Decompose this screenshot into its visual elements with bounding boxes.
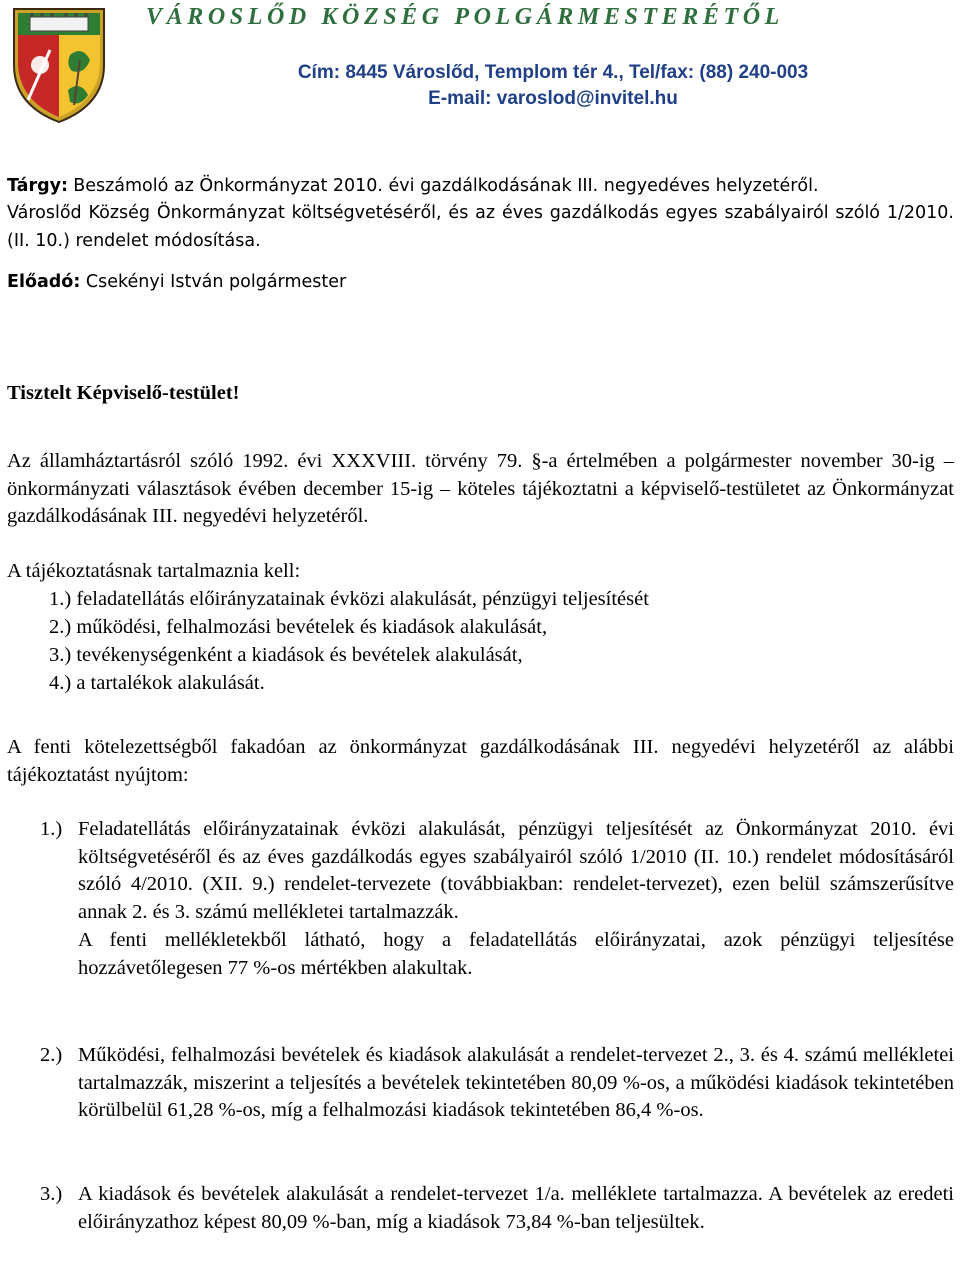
report-item-3 (40, 1181, 954, 1236)
report-item-paragraph: Működési, felhalmozási bevételek és kiadások alakulását a rendelet-tervezet 2., 3. és 4. számú mellékletei tartalmazzák, miszerint a teljesítés a bevételek tekintetében 80,09 %-os, a működési kiadások tekintetében körülbelül 61,28 %-os, míg a felhalmozási kiadások tekintetében 86,4 %-os. (78, 1044, 954, 1122)
intro-paragraph: Az államháztartásról szóló 1992. évi XXXVIII. törvény 79. §-a értelmében a polgármester november 30-ig – önkormányzati választások évében december 15-ig – köteles tájékoztatni a képviselő-testületet az Önkormányzat gazdálkodásának III. negyedévi helyzetéről. (7, 450, 954, 527)
list-item: 4.) a tartalékok alakulását. (49, 672, 265, 694)
report-item-1 (40, 816, 954, 982)
requirements-list (49, 585, 909, 697)
report-item-body (78, 816, 954, 982)
crest-logo (10, 5, 108, 125)
list-item: 2.) működési, felhalmozási bevételek és kiadások alakulását, (49, 616, 548, 638)
subject-description: Városlőd Község Önkormányzat költségvetéséről, és az éves gazdálkodás egyes szabályairól szóló 1/2010. (II. 10.) rendelet módosítása. (7, 203, 954, 251)
report-item-number: 1.) (40, 818, 63, 840)
presenter-name: Csekényi István polgármester (85, 272, 347, 292)
salutation: Tisztelt Képviselő-testület! (7, 382, 240, 404)
lead-paragraph: A fenti kötelezettségből fakadóan az önkormányzat gazdálkodásának III. negyedévi helyzetéről az alábbi tájékoztatást nyújtom: (7, 736, 954, 786)
report-item-paragraph: A kiadások és bevételek alakulását a rendelet-tervezet 1/a. melléklete tartalmazza. A bevételek az eredeti előirányzathoz képest 80,09 %-ban, míg a kiadások 73,84 %-ban teljesültek. (78, 1183, 954, 1233)
report-item-paragraph: A fenti mellékletekből látható, hogy a feladatellátás előirányzatai, azok pénzügyi teljesítése hozzávetőlegesen 77 %-os mértékben alakultak. (78, 928, 954, 979)
office-title: VÁROSLŐD KÖZSÉG POLGÁRMESTERÉTŐL (146, 4, 784, 30)
report-item-body (78, 1181, 954, 1236)
report-item-number: 2.) (40, 1044, 63, 1066)
list-item: 3.) tevékenységenként a kiadások és bevételek alakulását, (49, 644, 523, 666)
report-item-number: 3.) (40, 1183, 63, 1205)
presenter-line (7, 269, 954, 297)
report-item-paragraph: Feladatellátás előirányzatainak évközi alakulását, pénzügyi teljesítését az Önkormányzat 2010. évi költségvetéséről és az éves gazdálkodás egyes szabályairól szóló 1/2010 (II. 10.) rendelet módosításáról szóló 4/2010. (XII. 9.) rendelet-tervezete (továbbiakban: rendelet-tervezet), ezen belül számszerűsítve annak 2. és 3. számú mellékletei tartalmazzák. (78, 818, 954, 924)
subject-title: Beszámoló az Önkormányzat 2010. évi gazdálkodásának III. negyedéves helyzetéről. (73, 176, 819, 196)
office-address: Cím: 8445 Városlőd, Templom tér 4., Tel/fax: (88) 240-003 (297, 62, 809, 83)
report-item-2 (40, 1042, 954, 1125)
subject-line (7, 172, 954, 201)
requirements-heading: A tájékoztatásnak tartalmaznia kell: (7, 560, 301, 582)
list-item: 1.) feladatellátás előirányzatainak évközi alakulását, pénzügyi teljesítését (49, 588, 649, 610)
office-email: E-mail: varoslod@invitel.hu (428, 88, 678, 109)
report-item-body (78, 1042, 954, 1125)
presenter-label: Előadó: (7, 272, 81, 292)
subject-label: Tárgy: (7, 176, 69, 196)
